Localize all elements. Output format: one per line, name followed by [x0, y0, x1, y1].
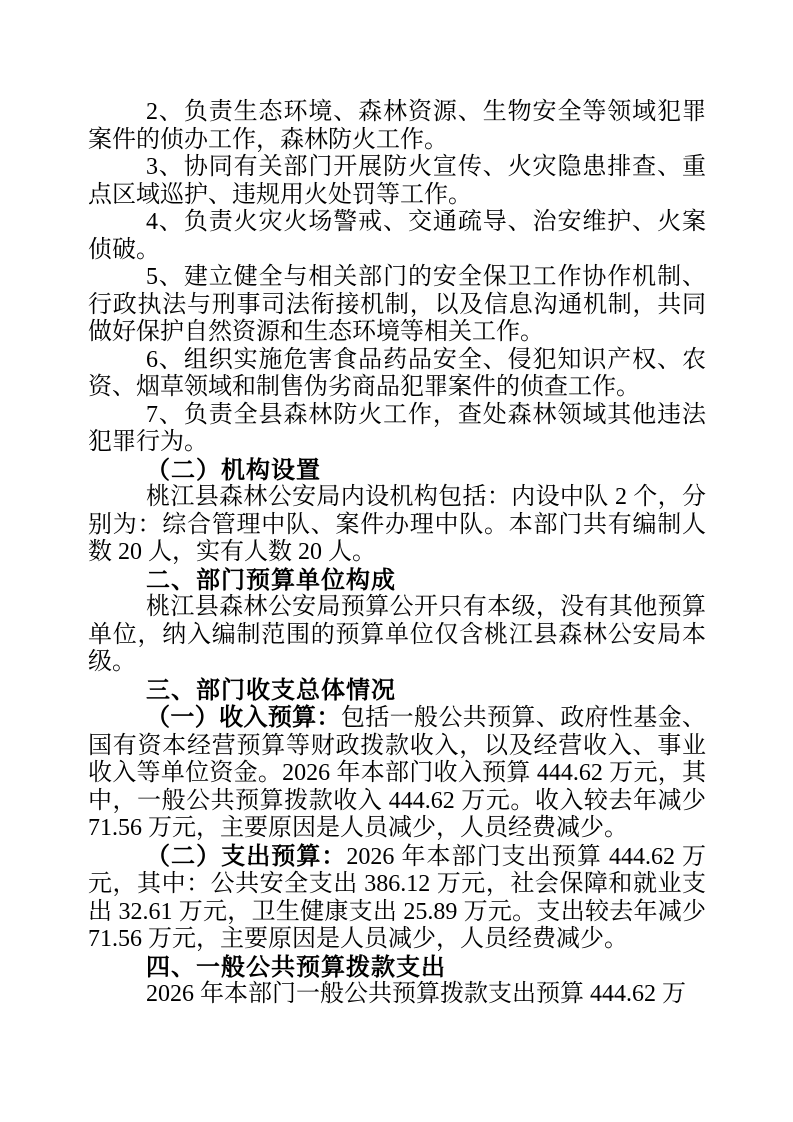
expense-budget-text: 2026 年本部门支出预算 444.62 万元，其中：公共安全支出 386.12 万元，社会保障和就业支出 32.61 万元，卫生健康支出 25.89 万元。支出较去年减少 71.56 万元，主要原因是人员减少，人员经费减少。: [88, 843, 707, 952]
section-heading-budget-units: 二、部门预算单位构成: [146, 566, 396, 594]
paragraph-duty-3: 3、协同有关部门开展防火宣传、火灾隐患排查、重点区域巡护、违规用火处罚等工作。: [88, 154, 706, 208]
paragraph-expense-budget: [88, 843, 706, 954]
income-budget-text: 包括一般公共预算、政府性基金、国有资本经营预算等财政拨款收入，以及经营收入、事业收入等单位资金。2026 年本部门收入预算 444.62 万元，其中，一般公共预算拨款收入 444.62 万元。收入较去年减少 71.56 万元，主要原因是人员减少，人员经费减少。: [88, 705, 707, 841]
section-heading-general-public-budget-expense: 四、一般公共预算拨款支出: [146, 953, 446, 981]
section-heading-org-setup: （二）机构设置: [146, 456, 321, 484]
paragraph-income-budget: [88, 704, 706, 843]
section-heading-income-expense-overview: 三、部门收支总体情况: [146, 676, 396, 704]
paragraph-duty-5: 5、建立健全与相关部门的安全保卫工作协作机制、行政执法与刑事司法衔接机制，以及信息沟通机制，共同做好保护自然资源和生态环境等相关工作。: [88, 264, 706, 345]
paragraph-general-public-budget-expense: 2026 年本部门一般公共预算拨款支出预算 444.62 万: [146, 981, 686, 1007]
paragraph-duty-2: 2、负责生态环境、森林资源、生物安全等领域犯罪案件的侦办工作，森林防火工作。: [88, 99, 706, 153]
paragraph-duty-7: 7、负责全县森林防火工作，查处森林领域其他违法犯罪行为。: [88, 401, 706, 455]
income-budget-label: （一）收入预算：: [146, 704, 341, 731]
paragraph-duty-6: 6、组织实施危害食品药品安全、侵犯知识产权、农资、烟草领域和制售伪劣商品犯罪案件的侦查工作。: [88, 346, 706, 400]
paragraph-org-setup: 桃江县森林公安局内设机构包括：内设中队 2 个，分别为：综合管理中队、案件办理中队。本部门共有编制人数 20 人，实有人数 20 人。: [88, 484, 706, 565]
expense-budget-label: （二）支出预算：: [146, 842, 347, 870]
paragraph-duty-4: 4、负责火灾火场警戒、交通疏导、治安维护、火案侦破。: [88, 209, 706, 263]
paragraph-budget-units: 桃江县森林公安局预算公开只有本级，没有其他预算单位，纳入编制范围的预算单位仅含桃江县森林公安局本级。: [88, 594, 706, 675]
document-body-text: [88, 99, 706, 1009]
